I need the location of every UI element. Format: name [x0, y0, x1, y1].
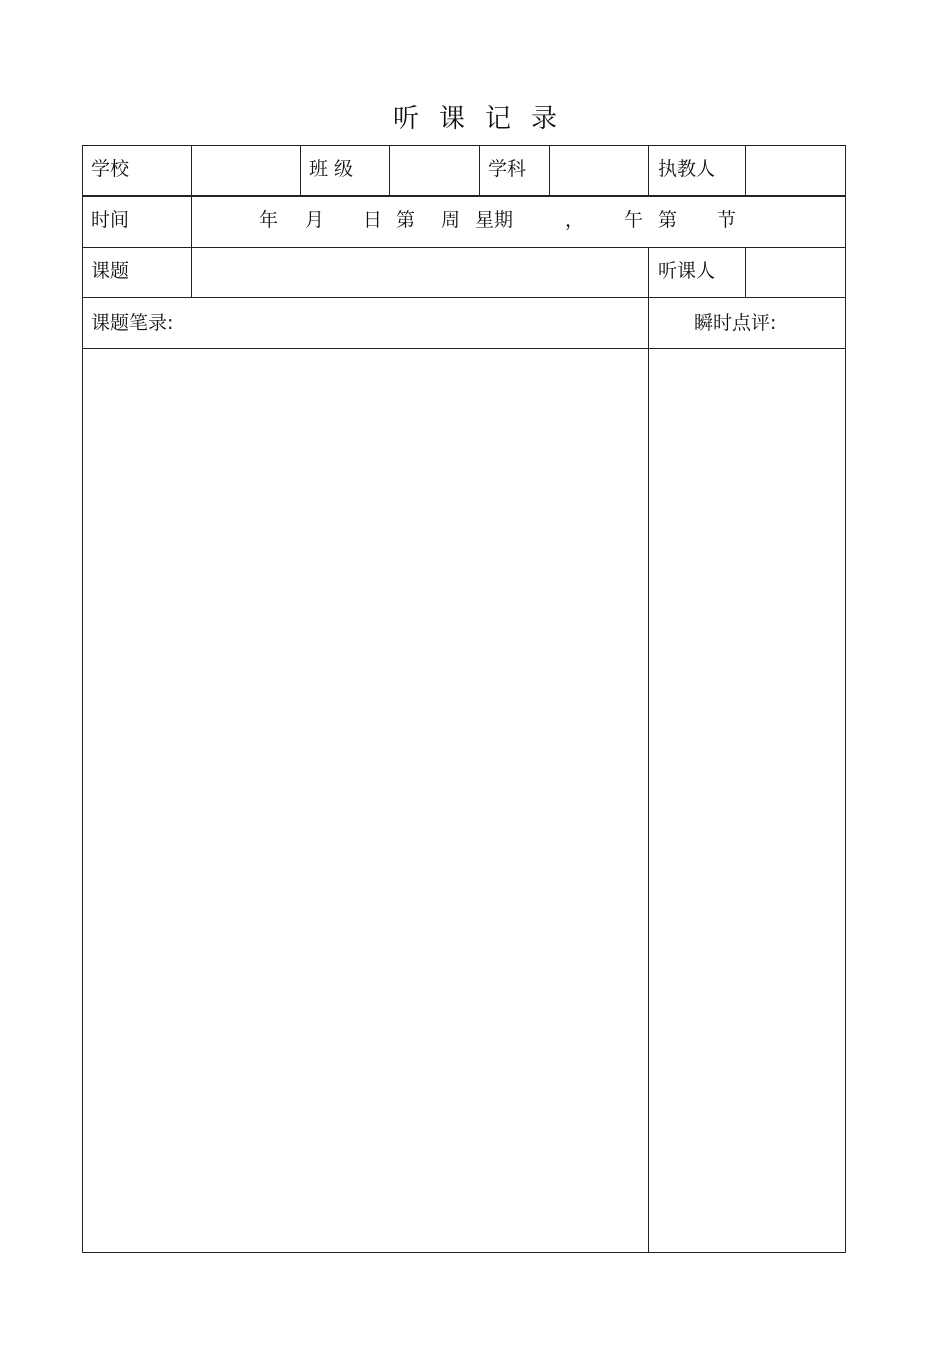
- page-title: [0, 98, 950, 135]
- title-char: 课: [438, 104, 465, 134]
- time-label: 时间: [91, 209, 130, 231]
- date-month: 月: [305, 209, 325, 231]
- teacher-label: 执教人: [658, 158, 716, 180]
- lesson-record-form: [82, 145, 846, 1253]
- col-divider: [648, 146, 649, 196]
- subject-field[interactable]: [550, 146, 647, 195]
- school-label: 学校: [91, 158, 130, 180]
- row-divider: [83, 195, 845, 197]
- col-divider: [300, 146, 301, 196]
- subject-label: 学科: [488, 158, 527, 180]
- notes-area[interactable]: [83, 349, 647, 1252]
- topic-label: 课题: [91, 260, 130, 282]
- listener-label: 听课人: [658, 260, 716, 282]
- date-comma: ，: [565, 209, 585, 231]
- notes-label: 课题笔录:: [91, 312, 174, 334]
- date-day: 日: [363, 209, 383, 231]
- date-period-prefix: 第: [658, 209, 678, 231]
- title-char: 记: [485, 104, 512, 134]
- col-divider: [648, 247, 649, 298]
- comment-label: 瞬时点评:: [694, 312, 777, 334]
- date-week-prefix: 第: [396, 209, 416, 231]
- date-period: 节: [717, 209, 737, 231]
- date-week: 周: [441, 209, 461, 231]
- date-weekday: 星期: [475, 209, 514, 231]
- date-year: 年: [259, 209, 279, 231]
- school-field[interactable]: [192, 146, 299, 195]
- class-label: 班 级: [309, 158, 354, 180]
- teacher-field[interactable]: [746, 146, 845, 195]
- class-field[interactable]: [390, 146, 478, 195]
- comment-area[interactable]: [649, 349, 845, 1252]
- topic-field[interactable]: [192, 248, 647, 297]
- date-half-day: 午: [624, 209, 644, 231]
- listener-field[interactable]: [746, 248, 845, 297]
- row-divider: [83, 297, 845, 298]
- title-char: 录: [531, 104, 558, 134]
- col-divider: [479, 146, 480, 196]
- title-char: 听: [392, 104, 419, 134]
